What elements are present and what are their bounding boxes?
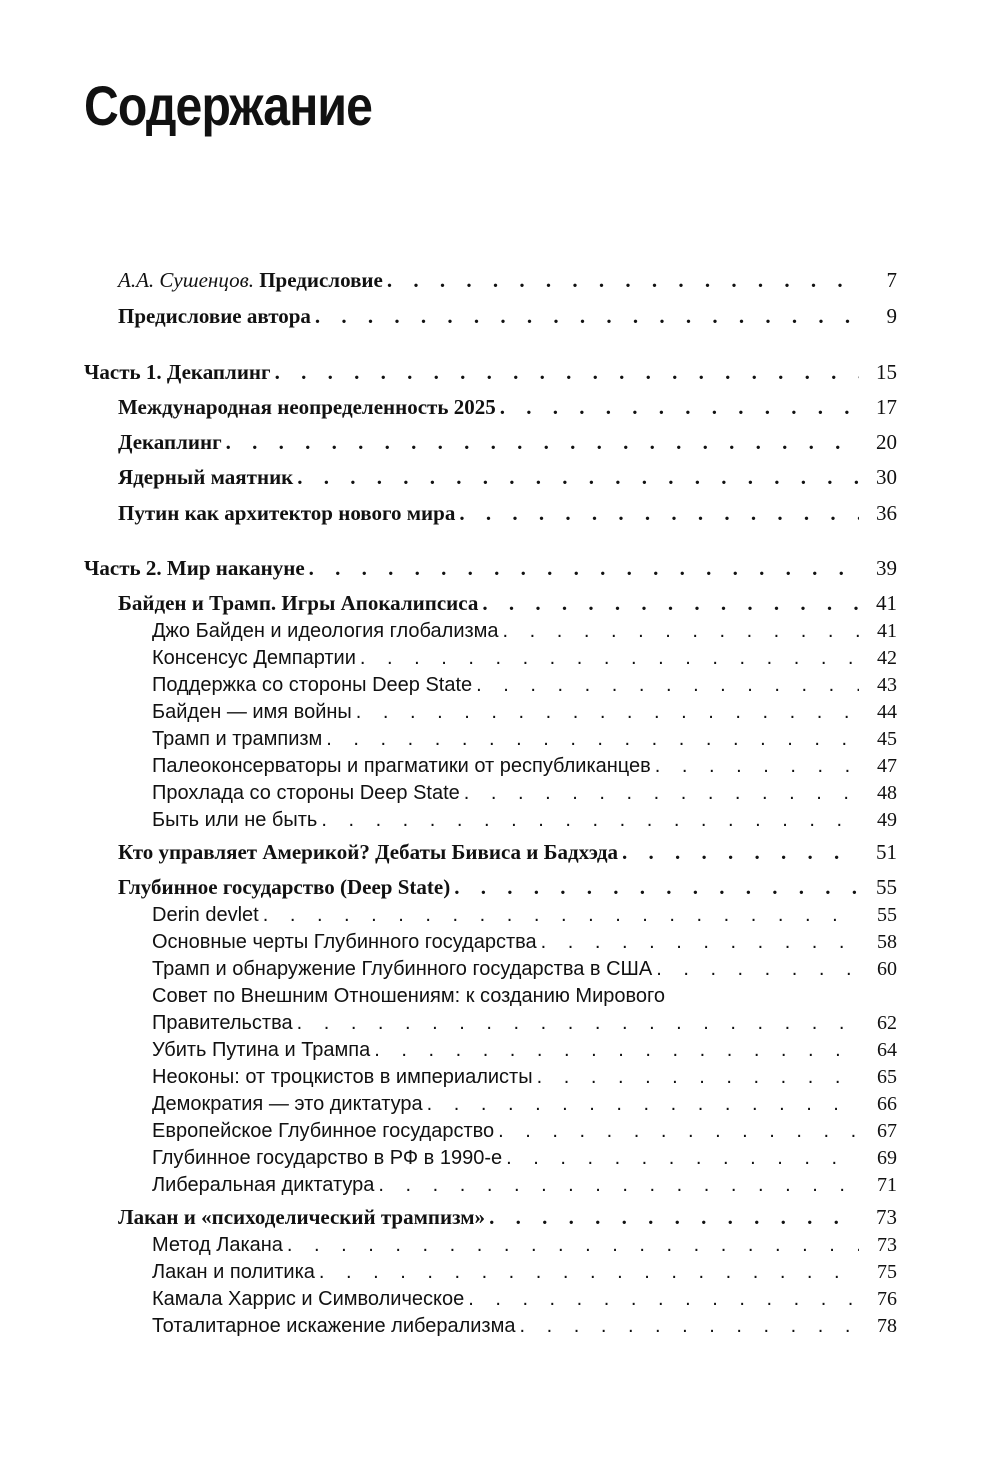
- chapter-title: Путин как архитектор нового мира: [118, 501, 456, 525]
- chapter-title: Ядерный маятник: [118, 465, 294, 489]
- dot-leader: [374, 1039, 859, 1062]
- part-title: Часть 1. Декаплинг: [84, 360, 271, 384]
- section-title: Метод Лакана: [152, 1234, 283, 1256]
- page-number: 60: [877, 958, 897, 980]
- toc-section[interactable]: [152, 809, 897, 832]
- page-number: 55: [876, 875, 897, 899]
- page-number: 75: [877, 1261, 897, 1283]
- toc-section[interactable]: [152, 1315, 897, 1338]
- section-title: Derin devlet: [152, 904, 259, 926]
- section-title: Трамп и трампизм: [152, 728, 323, 750]
- dot-leader: [326, 728, 859, 751]
- chapter-title: Декаплинг: [118, 430, 222, 454]
- toc-section[interactable]: [152, 1093, 897, 1116]
- toc-section[interactable]: [152, 782, 897, 805]
- toc-section[interactable]: [152, 728, 897, 751]
- dot-leader: [226, 430, 859, 454]
- page-number: 73: [876, 1205, 897, 1229]
- chapter-title: Глубинное государство (Deep State): [118, 875, 451, 899]
- page-number: 42: [877, 647, 897, 669]
- page-number: 65: [877, 1066, 897, 1088]
- toc-section[interactable]: [152, 620, 897, 643]
- page-number: 45: [877, 728, 897, 750]
- chapter-title: Байден и Трамп. Игры Апокалипсиса: [118, 591, 479, 615]
- foreword-author: А.А. Сушенцов.: [118, 268, 254, 292]
- dot-leader: [309, 556, 859, 580]
- page-number: 58: [877, 931, 897, 953]
- toc-part-1[interactable]: [84, 360, 897, 384]
- page-number: 66: [877, 1093, 897, 1115]
- page-number: 44: [877, 701, 897, 723]
- toc-section[interactable]: [152, 931, 897, 954]
- dot-leader: [287, 1234, 859, 1257]
- page-number: 48: [877, 782, 897, 804]
- section-title: Палеоконсерваторы и прагматики от республиканцев: [152, 755, 651, 777]
- toc-chapter[interactable]: [118, 875, 897, 899]
- toc-section[interactable]: [152, 1288, 897, 1311]
- page-number: 62: [877, 1012, 897, 1034]
- toc-section[interactable]: [152, 674, 897, 697]
- dot-leader: [464, 782, 859, 805]
- section-title: Основные черты Глубинного государства: [152, 931, 537, 953]
- page-number: 15: [876, 360, 897, 384]
- section-title: Демократия — это диктатура: [152, 1093, 423, 1115]
- section-title: Трамп и обнаружение Глубинного государства в США: [152, 958, 653, 980]
- dot-leader: [315, 304, 859, 328]
- toc-section[interactable]: [152, 958, 897, 981]
- dot-leader: [476, 674, 859, 697]
- page-number: 73: [877, 1234, 897, 1256]
- dot-leader: [360, 647, 859, 670]
- dot-leader: [537, 1066, 859, 1089]
- toc-chapter[interactable]: [118, 501, 897, 525]
- toc-chapter[interactable]: [118, 430, 897, 454]
- toc-chapter[interactable]: [118, 1205, 897, 1229]
- page-number: 39: [876, 556, 897, 580]
- dot-leader: [378, 1174, 859, 1197]
- section-title-line1[interactable]: Совет по Внешним Отношениям: к созданию Мирового: [152, 985, 665, 1007]
- dot-leader: [427, 1093, 859, 1116]
- toc-section[interactable]: [152, 1120, 897, 1143]
- dot-leader: [503, 620, 859, 643]
- dot-leader: [482, 591, 859, 615]
- section-title: Джо Байден и идеология глобализма: [152, 620, 499, 642]
- toc-section[interactable]: [152, 701, 897, 724]
- dot-leader: [297, 465, 859, 489]
- dot-leader: [319, 1261, 859, 1284]
- dot-leader: [541, 931, 859, 954]
- section-title: Убить Путина и Трампа: [152, 1039, 371, 1061]
- toc-chapter[interactable]: [118, 465, 897, 489]
- dot-leader: [489, 1205, 859, 1229]
- toc-section[interactable]: [152, 647, 897, 670]
- toc-entry-author-foreword[interactable]: [118, 304, 897, 328]
- page-number: 20: [876, 430, 897, 454]
- section-title: Глубинное государство в РФ в 1990-е: [152, 1147, 503, 1169]
- dot-leader: [459, 501, 859, 525]
- section-title: Европейское Глубинное государство: [152, 1120, 495, 1142]
- section-title: Поддержка со стороны Deep State: [152, 674, 473, 696]
- toc-chapter[interactable]: [118, 591, 897, 615]
- dot-leader: [468, 1288, 859, 1311]
- dot-leader: [387, 268, 859, 292]
- toc-section[interactable]: [152, 1039, 897, 1062]
- page-number: 78: [877, 1315, 897, 1337]
- dot-leader: [321, 809, 859, 832]
- page-number: 47: [877, 755, 897, 777]
- chapter-title: Кто управляет Америкой? Дебаты Бивиса и Бадхэда: [118, 840, 618, 864]
- dot-leader: [519, 1315, 859, 1338]
- section-title: Лакан и политика: [152, 1261, 315, 1283]
- page-number: 55: [877, 904, 897, 926]
- toc-section[interactable]: [152, 755, 897, 778]
- section-title: Быть или не быть: [152, 809, 318, 831]
- section-title: Камала Харрис и Символическое: [152, 1288, 465, 1310]
- toc-chapter[interactable]: [118, 395, 897, 419]
- dot-leader: [498, 1120, 859, 1143]
- section-title: Тоталитарное искажение либерализма: [152, 1315, 516, 1337]
- part-title: Часть 2. Мир накануне: [84, 556, 305, 580]
- toc-chapter[interactable]: [118, 840, 897, 864]
- toc-part-2[interactable]: [84, 556, 897, 580]
- page-number: 41: [877, 620, 897, 642]
- dot-leader: [454, 875, 859, 899]
- page-number: 9: [886, 304, 897, 328]
- page-number: 76: [877, 1288, 897, 1310]
- dot-leader: [656, 958, 859, 981]
- page-number: 30: [876, 465, 897, 489]
- toc-section[interactable]: [152, 1261, 897, 1284]
- entry-title: Предисловие автора: [118, 304, 311, 328]
- toc-section[interactable]: [152, 1012, 897, 1035]
- section-title: Неоконы: от троцкистов в империалисты: [152, 1066, 533, 1088]
- dot-leader: [356, 701, 859, 724]
- page-number: 69: [877, 1147, 897, 1169]
- page-number: 7: [886, 268, 897, 292]
- page-number: 41: [876, 591, 897, 615]
- toc-section[interactable]: [152, 1066, 897, 1089]
- chapter-title: Международная неопределенность 2025: [118, 395, 496, 419]
- dot-leader: [275, 360, 859, 384]
- page-number: 43: [877, 674, 897, 696]
- toc-section[interactable]: [152, 1174, 897, 1197]
- page-number: 71: [877, 1174, 897, 1196]
- page-number: 64: [877, 1039, 897, 1061]
- toc-section[interactable]: [152, 1147, 897, 1170]
- dot-leader: [263, 904, 859, 927]
- dot-leader: [622, 840, 859, 864]
- foreword-title: Предисловие: [259, 268, 383, 292]
- section-title: Байден — имя войны: [152, 701, 352, 723]
- toc-entry-foreword[interactable]: [118, 268, 897, 292]
- page-number: 36: [876, 501, 897, 525]
- section-title: Правительства: [152, 1012, 293, 1034]
- dot-leader: [297, 1012, 859, 1035]
- toc-section[interactable]: [152, 904, 897, 927]
- page-number: 51: [876, 840, 897, 864]
- chapter-title: Лакан и «психоделический трампизм»: [118, 1205, 486, 1229]
- section-title: Консенсус Демпартии: [152, 647, 356, 669]
- page-number: 67: [877, 1120, 897, 1142]
- section-title: Либеральная диктатура: [152, 1174, 375, 1196]
- dot-leader: [500, 395, 859, 419]
- page-title: Содержание: [84, 74, 373, 137]
- toc-section[interactable]: [152, 1234, 897, 1257]
- dot-leader: [655, 755, 859, 778]
- dot-leader: [506, 1147, 859, 1170]
- page-number: 49: [877, 809, 897, 831]
- section-title: Прохлада со стороны Deep State: [152, 782, 460, 804]
- page-number: 17: [876, 395, 897, 419]
